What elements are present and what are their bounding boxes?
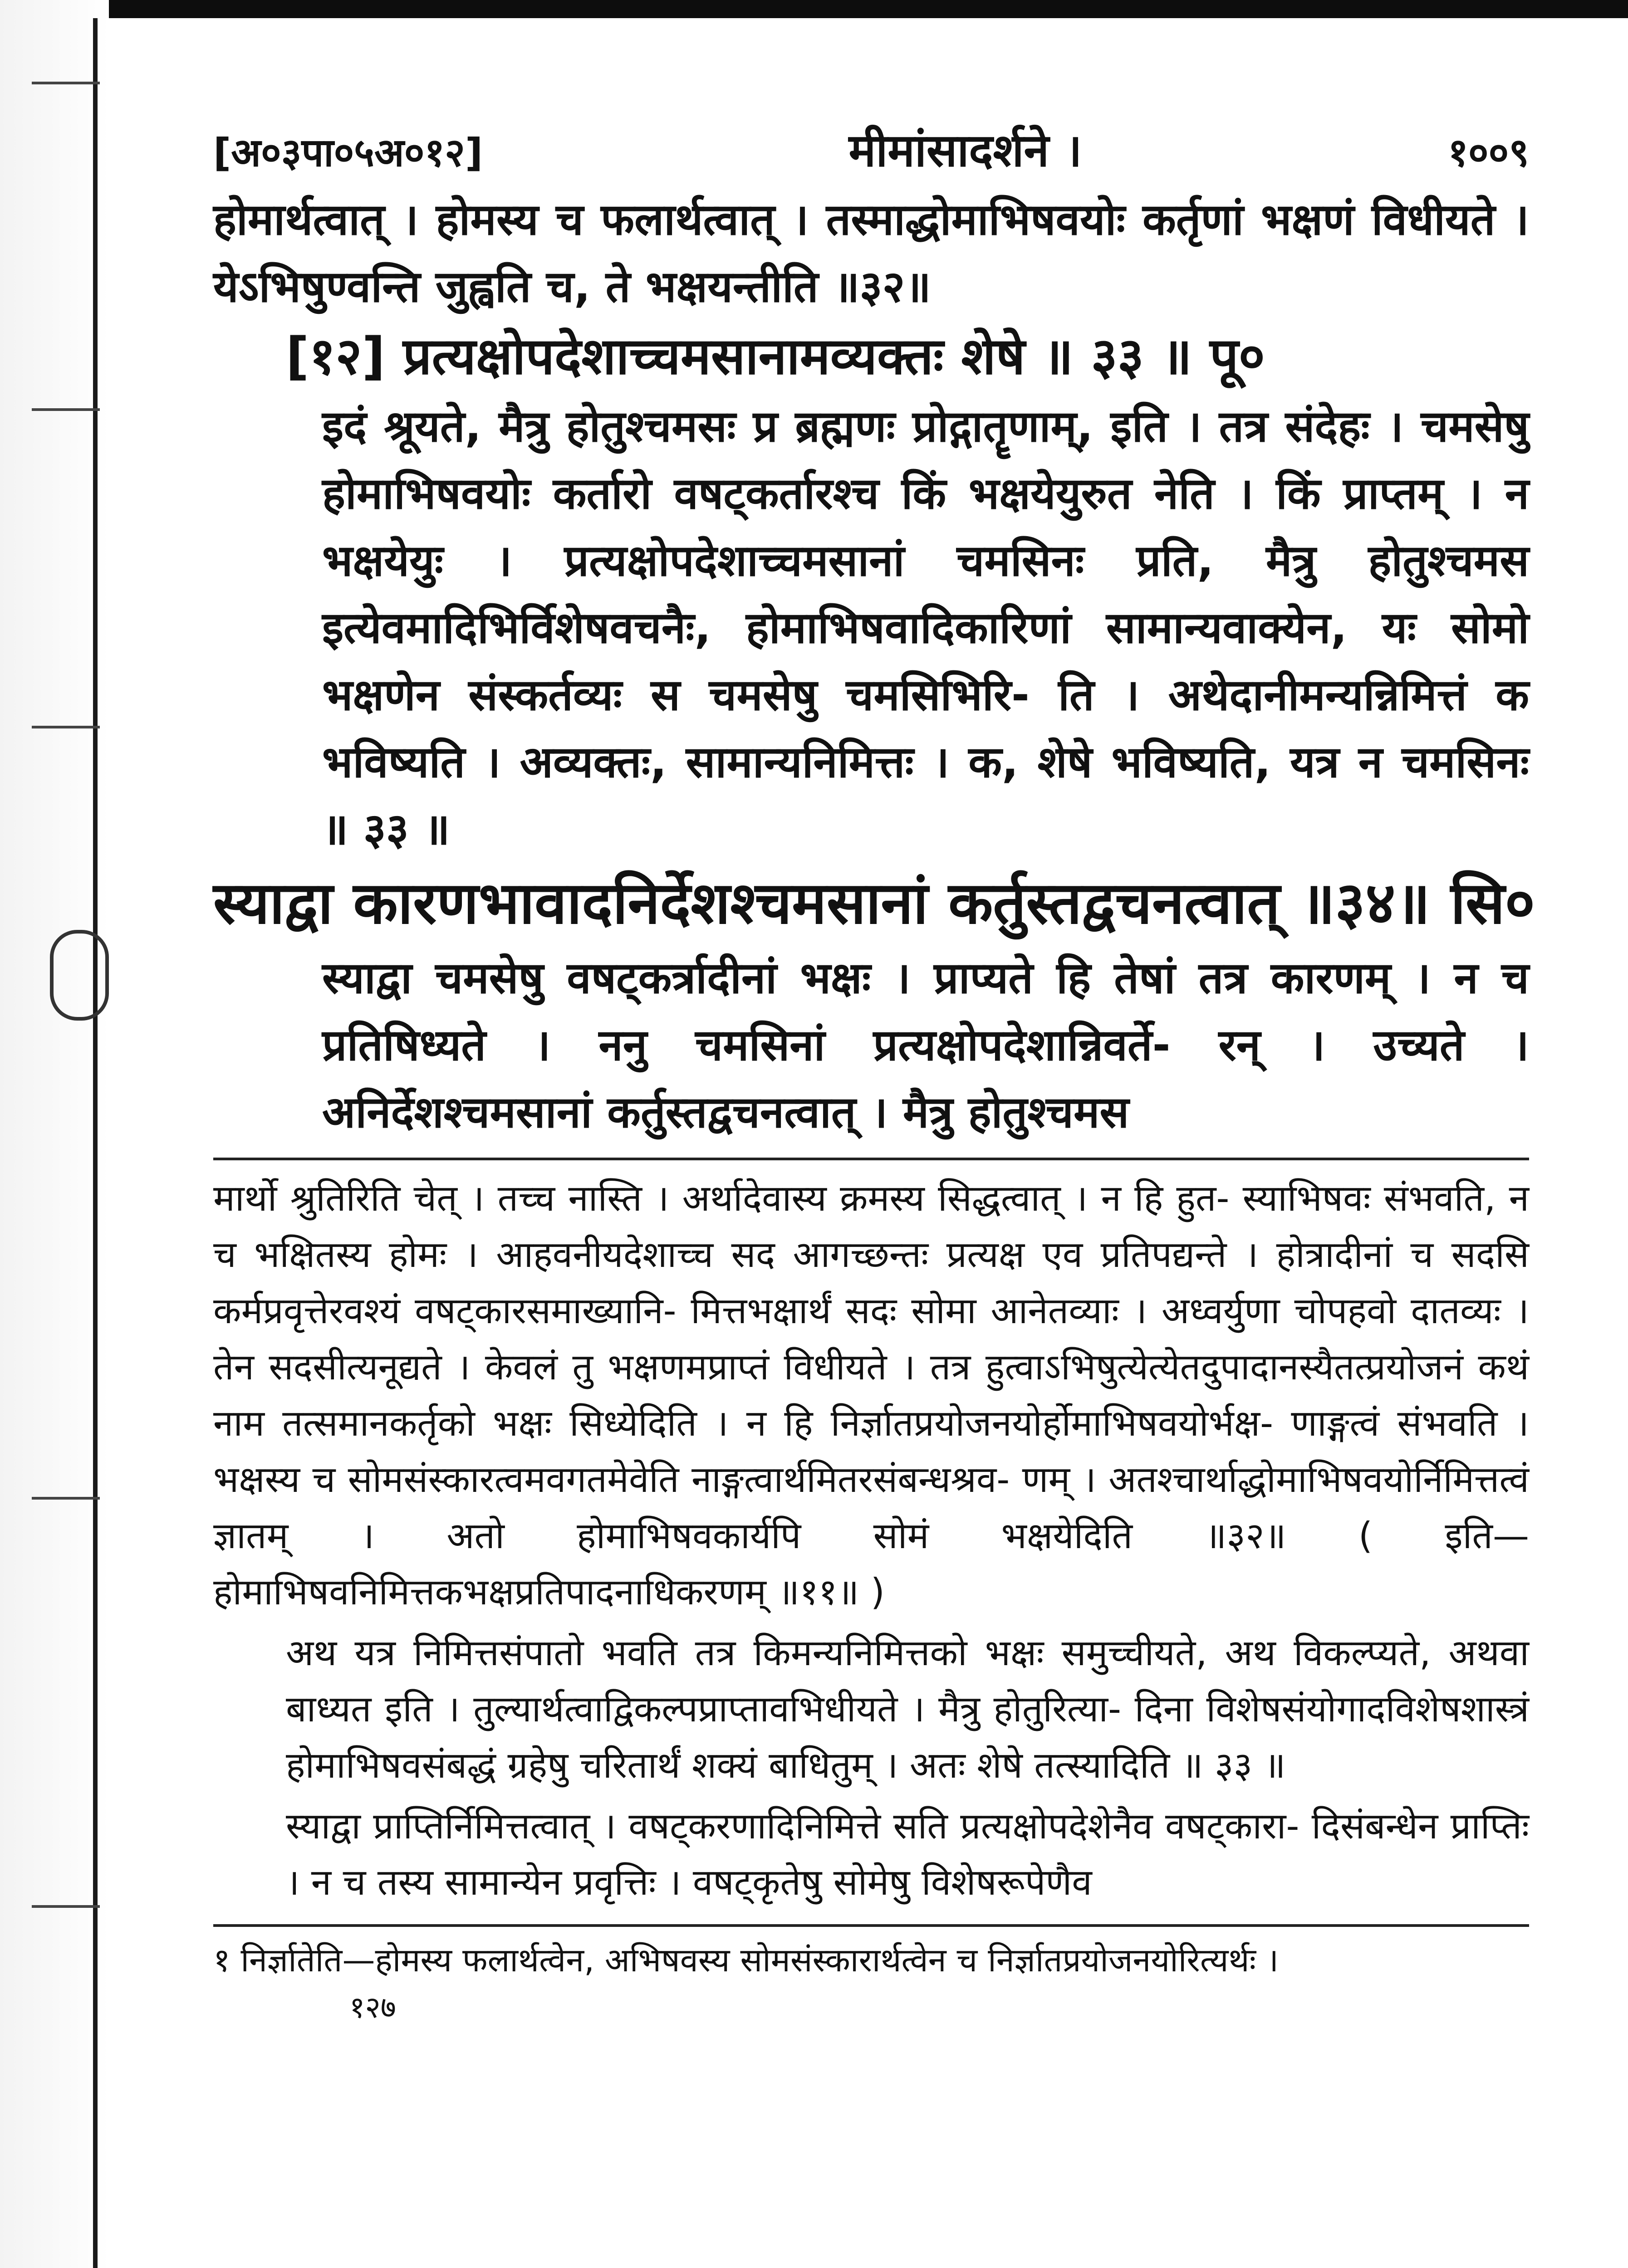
main-paragraph: होमार्थत्वात् । होमस्य च फलार्थत्वात् । तस्माद्धोमाभिषवयोः कर्तृणां भक्षणं विधीयते । येऽभिषुण्वन्ति जुह्वति च, ते भक्षयन्तीति ॥३२॥ bbox=[213, 194, 1529, 312]
binding-tick bbox=[32, 82, 100, 84]
bhashya-33: इदं श्रूयते, मैत्रु होतुश्चमसः प्र ब्रह्मणः प्रोद्गातॄणाम्, इति । तत्र संदेहः । चमसेषु होमाभिषवयोः कर्तारो वषट्कर्तारश्च किं भक्षयेयुरुत नेति । किं प्राप्तम् । न भक्षयेयुः । प्रत्यक्षोपदेशाच्चमसानां चमसिनः प्रति, मैत्रु होतुश्चमस इत्येवमादिभिर्विशेषवचनैः, होमाभिषवादिकारिणां सामान्यवाक्येन, यः सोमो भक्षणेन संस्कर्तव्यः स चमसेषु चमसिभिरि- ति । अथेदानीमन्यन्निमित्तं क भविष्यति । अव्यक्तः, सामान्यनिमित्तः । क, शेषे भविष्यति, यत्र न चमसिनः ॥ ३३ ॥ bbox=[322, 401, 1529, 855]
binding-tick bbox=[32, 408, 100, 411]
running-header bbox=[213, 118, 1529, 186]
page bbox=[213, 118, 1535, 2030]
commentary-divider bbox=[213, 1158, 1529, 1160]
binding-tick bbox=[32, 1905, 100, 1908]
binding-tick bbox=[32, 726, 100, 728]
header-section-ref: [अ०३पा०५अ०१२] bbox=[213, 130, 483, 176]
bhashya-34: स्याद्वा चमसेषु वषट्कर्त्रादीनां भक्षः । प्राप्यते हि तेषां तत्र कारणम् । न च प्रतिषिध्यते । ननु चमसिनां प्रत्यक्षोपदेशान्निवर्ते- रन् । उच्यते । अनिर्देशश्चमसानां कर्तुस्तद्वचनत्वात् । मैत्रु होतुश्चमस bbox=[322, 953, 1529, 1138]
header-title: मीमांसादर्शने । bbox=[848, 124, 1082, 177]
commentary-paragraph: स्याद्वा प्राप्तिर्निमित्तत्वात् । वषट्करणादिनिमित्ते सति प्रत्यक्षोपदेशेनैव वषट्कारा- दिसंबन्धेन प्राप्तिः । न च तस्य सामान्येन प्रवृत्तिः । वषट्कृतेषु सोमेषु विशेषरूपेणैव bbox=[286, 1805, 1529, 1903]
commentary-paragraph: मार्थो श्रुतिरिति चेत् । तच्च नास्ति । अर्थादेवास्य क्रमस्य सिद्धत्वात् । न हि हुत- स्याभिषवः संभवति, न च भक्षितस्य होमः । आहवनीयदेशाच्च सद आगच्छन्तः प्रत्यक्ष एव प्रतिपद्यन्ते । होत्रादीनां च सदसि कर्मप्रवृत्तेरवश्यं वषट्कारसमाख्यानि- मित्तभक्षार्थं सदः सोमा आनेतव्याः । अध्वर्युणा चोपहवो दातव्यः । तेन सदसीत्यनूद्यते । केवलं तु भक्षणमप्राप्तं विधीयते । तत्र हुत्वाऽभिषुत्येत्येतदुपादानस्यैतत्प्रयोजनं कथं नाम तत्समानकर्तृको भक्षः सिध्येदिति । न हि निर्ज्ञातप्रयोजनयोर्होमाभिषवयोर्भक्ष- णाङ्गत्वं संभवति । भक्षस्य च सोमसंस्कारत्वमवगतमेवेति नाङ्गत्वार्थमितरसंबन्धश्रव- णम् । अतश्चार्थाद्धोमाभिषवयोर्निमित्तत्वं ज्ञातम् । अतो होमाभिषवकार्यपि सोमं भक्षयेदिति ॥३२॥ ( इति—होमाभिषवनिमित्तकभक्षप्रतिपादनाधिकरणम् ॥११॥ ) bbox=[213, 1177, 1529, 1613]
signature-mark: १२७ bbox=[349, 1990, 396, 2025]
sutra-33: [१२] प्रत्यक्षोपदेशाच्चमसानामव्यक्तः शेषे ॥ ३३ ॥ पू० bbox=[286, 327, 1265, 386]
page-number: १००९ bbox=[1448, 130, 1529, 176]
footnote: १ निर्ज्ञातेति—होमस्य फलार्थत्वेन, अभिषवस्य सोमसंस्कारार्थत्वेन च निर्ज्ञातप्रयोजनयोरित्यर्थः । bbox=[213, 1941, 1279, 1979]
commentary-paragraph: अथ यत्र निमित्तसंपातो भवति तत्र किमन्यनिमित्तको भक्षः समुच्चीयते, अथ विकल्प्यते, अथवा बाध्यत इति । तुल्यार्थत्वाद्विकल्पप्राप्तावभिधीयते । मैत्रु होतुरित्या- दिना विशेषसंयोगादविशेषशास्त्रं होमाभिषवसंबद्धं ग्रहेषु चरितार्थं शक्यं बाधितुम् । अतः शेषे तत्स्यादिति ॥ ३३ ॥ bbox=[286, 1632, 1529, 1786]
binder-clip-mark bbox=[50, 930, 109, 1021]
binding-tick bbox=[32, 1497, 100, 1500]
binding-edge bbox=[0, 0, 109, 2268]
sutra-34: स्याद्वा कारणभावादनिर्देशश्चमसानां कर्तुस्तद्वचनत्वात् ॥३४॥ सि० bbox=[213, 870, 1535, 937]
scan-top-edge bbox=[0, 0, 1628, 18]
footnote-divider bbox=[213, 1924, 1529, 1927]
binding-line bbox=[93, 18, 98, 2268]
